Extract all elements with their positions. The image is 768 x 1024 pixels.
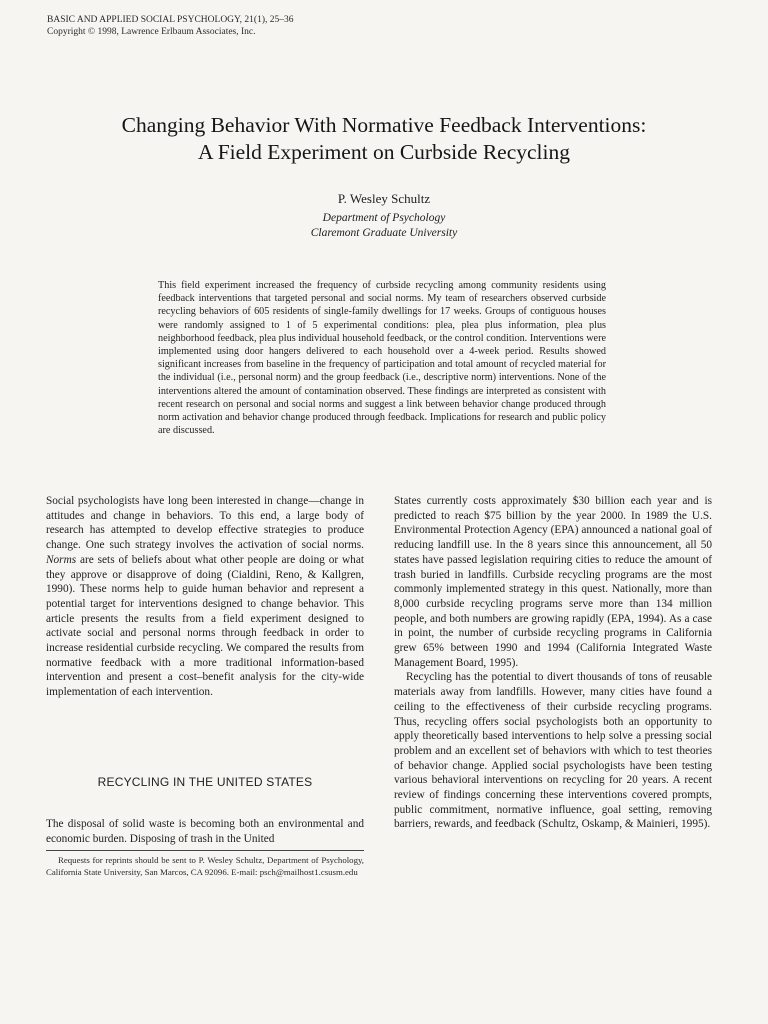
journal-citation: BASIC AND APPLIED SOCIAL PSYCHOLOGY, 21(1), 25–36 [47,15,294,25]
title-line-1: Changing Behavior With Normative Feedback Interventions: [121,113,647,137]
copyright-line: Copyright © 1998, Lawrence Erlbaum Associates, Inc. [47,27,256,37]
intro-text-b: are sets of beliefs about what other people are doing or what they approve or disapprove of doing (Cialdini, Reno, & Kallgren, 1990). These norms help to guide human behavior and represent a potential target for interventions designed to change behavior. This article presents the results from a field experiment designed to activate social and personal norms through feedback in order to increase residential curbside recycling. We compared the results from normative feedback with a more traditional information-based intervention and present a cost–benefit analysis for the city-wide implementation of each intervention. [46,553,364,699]
right-column [394,494,712,832]
left-column [46,494,364,700]
affiliation-department: Department of Psychology [322,212,446,224]
footnote [46,855,364,878]
title-line-2: A Field Experiment on Curbside Recycling [197,140,570,164]
intro-text-a: Social psychologists have long been interested in change—change in attitudes and change in behaviors. To this end, a large body of research has attempted to develop effective strategies to produce change. One such strategy involves the activation of social norms. [46,495,364,552]
article-title [40,112,728,166]
section-paragraph-start: The disposal of solid waste is becoming both an environmental and economic burden. Disposing of trash in the United [46,818,364,845]
author-name: P. Wesley Schultz [337,191,431,206]
footnote-rule [46,850,364,851]
abstract: This field experiment increased the frequency of curbside recycling among community residents using feedback interventions that targeted personal and social norms. My team of researchers observed curbside recycling behaviors of 605 residents of single-family dwellings for 17 weeks. Groups of contiguous houses were randomly assigned to 1 of 5 experimental conditions: plea, plea plus information, plea plus neighborhood feedback, plea plus individual household feedback, or the control condition. Interventions were implemented using door hangers delivered to each household over a 4-week period. Results showed significant increases from baseline in the frequency of participation and total amount of recycled material for the individual (i.e., personal norm) and the group feedback (i.e., descriptive norm) interventions. None of the interventions altered the amount of contamination observed. These findings are interpreted as consistent with recent research on personal and social norms and suggest a link between behavior change produced through norm activation and behavior change produced through feedback. Implications for research and public policy are discussed. [158,280,606,437]
intro-paragraph [46,494,364,700]
author-affiliation [40,211,728,241]
right-paragraph-2: Recycling has the potential to divert thousands of tons of reusable materials away from landfills. However, many cities have found a ceiling to the effectiveness of their curbside recycling programs. Thus, recycling offers social psychologists both an opportunity to apply theoretically based interventions to help solve a pressing social problem and an excellent set of behaviors with which to test theories of behavior change. Applied social psychologists have been testing various behavioral interventions on recycling for 20 years. A recent review of findings concerning these interventions covered prompts, public commitment, normative influence, goal setting, removing barriers, rewards, and feedback (Schultz, Oskamp, & Mainieri, 1995). [394,671,712,831]
running-head [47,14,294,38]
right-paragraph-1: States currently costs approximately $30 billion each year and is predicted to reach $75 billion by the year 2000. In 1989 the U.S. Environmental Protection Agency (EPA) announced a national goal of reducing landfill use. In the 8 years since this announcement, all 50 states have passed legislation requiring cities to reduce the amount of trash buried in landfills. Curbside recycling programs are the most commonly implemented strategy in this quest. Nationally, more than 8,000 curbside recycling programs serve more than 134 million people, and both numbers are growing rapidly (EPA, 1994). As a case in point, the number of curbside recycling programs in California grew 65% between 1990 and 1994 (California Integrated Waste Management Board, 1995). [394,495,712,669]
section-heading: RECYCLING IN THE UNITED STATES [97,775,313,789]
footnote-text: Requests for reprints should be sent to P. Wesley Schultz, Department of Psychology, California State University, San Marcos, CA 92096. E-mail: psch@mailhost1.csusm.edu [46,855,364,877]
norms-term: Norms [46,553,77,566]
affiliation-university: Claremont Graduate University [310,227,458,239]
